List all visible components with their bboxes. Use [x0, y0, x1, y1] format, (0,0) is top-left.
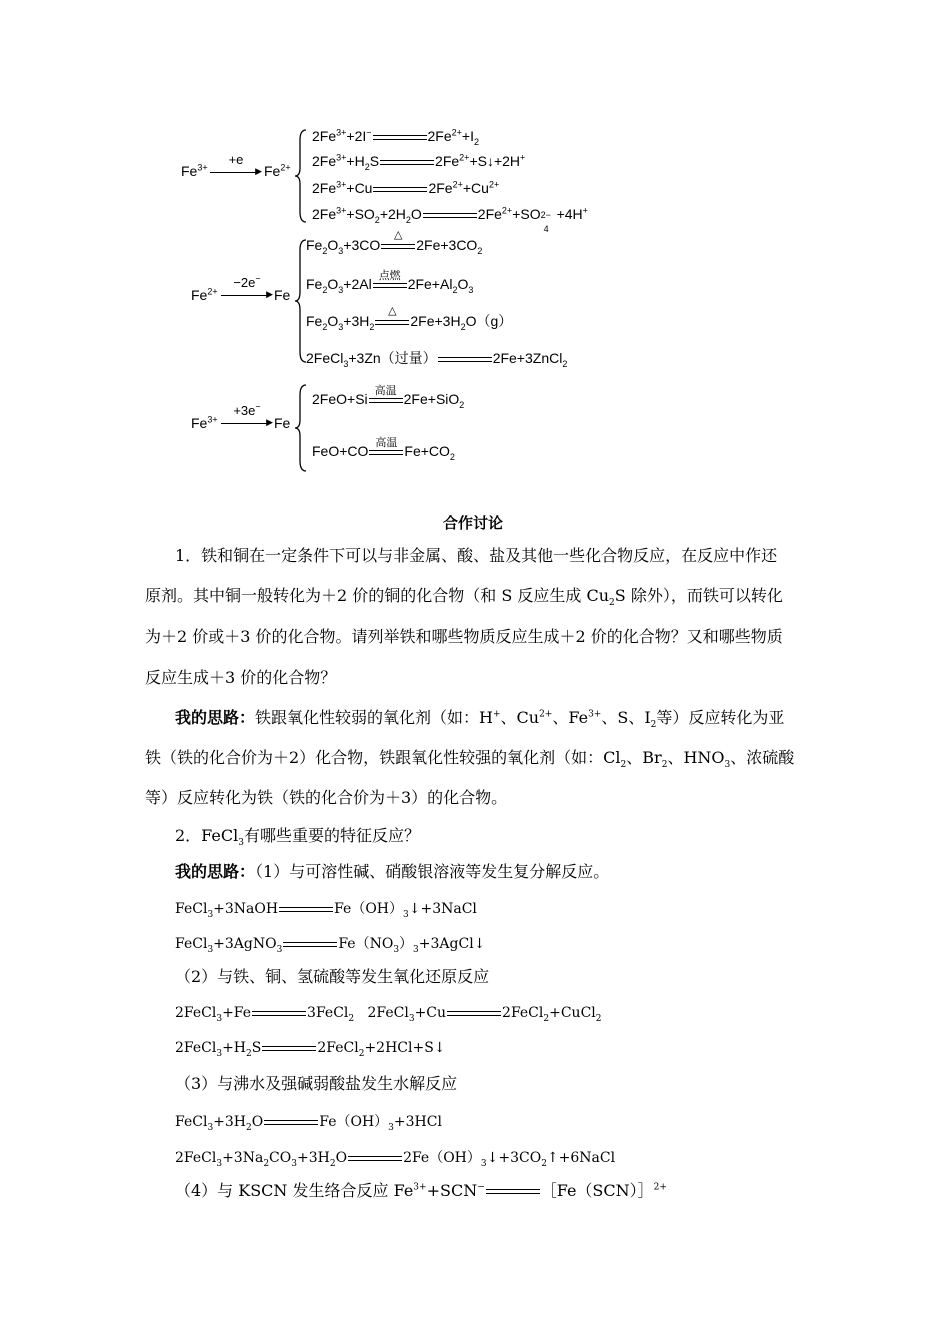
block2-eq4: 2FeCl$_3$+3Zn（过量） 2Fe+3ZnCl$_2$: [306, 350, 568, 369]
a2-eq6: $2FeCl_3+3Na_2CO_3+3H_2O$ $2Fe(OH)_3↓+3CO_2↑+6NaCl$: [175, 1150, 616, 1169]
a2-intro: 我的思路：（1）与可溶性碱、硝酸银溶液等发生复分解反应。: [175, 862, 610, 881]
a2-p3: （3）与沸水及强碱弱酸盐发生水解反应: [175, 1074, 458, 1093]
block1-arrow: +e ▶: [210, 160, 262, 176]
a2-p2: （2）与铁、铜、氢硫酸等发生氧化还原反应: [175, 967, 490, 986]
block3-lhs: $Fe^{3+}$: [191, 414, 218, 431]
block1-lhs: $Fe^{3+}$: [181, 162, 208, 179]
block2-eq3: $Fe_2O_3+3H_2$ △ $2Fe+3H_2O(g)$: [306, 304, 513, 332]
a2-eq2: FeCl$_3$+3AgNO$_3$ $Fe(NO_3)_3+3AgCl↓$: [175, 936, 486, 955]
block1-brace: [294, 128, 308, 224]
block2-eq1: $Fe_2O_3+3CO$ △ $2Fe+3CO_2$: [306, 228, 483, 256]
a2-eq5: $FeCl_3+3H_2O$ $Fe(OH)_3+3HCl$: [175, 1114, 442, 1133]
q2-line: 2．FeCl$_3$有哪些重要的特征反应？: [175, 826, 420, 849]
q1-line4: 反应生成＋3 价的化合物？: [145, 668, 337, 687]
block2-brace: [294, 238, 308, 364]
block1-eq2: $2Fe^{3+}+H_2S$ $2Fe^{2+}+S↓+2H^+$: [312, 152, 526, 172]
a1-line2: 铁（铁的化合价为＋2）化合物，铁跟氧化性较强的氧化剂（如：$Cl_2$、$Br_2$、$HNO_3$、浓硫酸: [145, 748, 795, 771]
block3-eq2: FeO+CO 高温 $Fe+CO_2$: [312, 436, 455, 462]
section-title: 合作讨论: [443, 514, 504, 532]
a1-line3: 等）反应转化为铁（铁的化合价为＋3）的化合物。: [145, 788, 508, 807]
block1-rhs: $Fe^{2+}$: [264, 162, 291, 179]
a1-line1: 我的思路：铁跟氧化性较弱的氧化剂（如：H+、$Cu^{2+}$、$Fe^{3+}$、S、$I_2$等）反应转化为亚: [175, 708, 785, 731]
q1-line1: 1．铁和铜在一定条件下可以与非金属、酸、盐及其他一些化合物反应，在反应中作还: [175, 546, 778, 565]
block2-eq2: $Fe_2O_3+2Al$ 点燃 $2Fe+Al_2O_3$: [306, 269, 474, 295]
a2-eq1: FeCl$_3$+3NaOH $Fe(OH)_3↓+3NaCl$: [175, 901, 477, 920]
block2-lhs: $Fe^{2+}$: [191, 286, 218, 303]
a2-eq4: $2FeCl_3+H_2S$ 2FeCl$_2$+2HCl+S↓: [175, 1040, 446, 1059]
block3-eq1: 2FeO+Si 高温 2Fe+SiO$_2$: [312, 384, 465, 410]
a2-eq3: 2FeCl$_3$+Fe 3FeCl$_2$ 2FeCl$_3$+Cu 2FeCl$_2$+CuCl$_2$: [175, 1005, 602, 1024]
block3-brace: [294, 383, 308, 473]
q1-line2: 原剂。其中铜一般转化为＋2 价的铜的化合物（和 S 反应生成 $Cu_2S$ 除外），而铁可以转化: [145, 586, 783, 609]
q1-line3: 为＋2 价或＋3 价的化合物。请列举铁和哪些物质反应生成＋2 价的化合物？又和哪些物质: [145, 627, 783, 646]
block1-eq1: $2Fe^{3+}+2I^-$ $2Fe^{2+}+I_2$: [312, 127, 479, 147]
a2-p4: （4）与 KSCN 发生络合反应 $Fe^{3+}+SCN^-$ ［Fe（SCN）］$^{2+}$: [175, 1181, 667, 1200]
block3-arrow: +3e− ▶: [221, 411, 273, 427]
block2-rhs: Fe: [274, 287, 291, 303]
block1-eq4: $2Fe^{3+}+SO_2+2H_2O$ $2Fe^{2+}+SO$ 2− 4 +4H+: [312, 205, 588, 234]
block2-arrow: −2e− ▶: [221, 283, 273, 299]
block3-rhs: Fe: [274, 415, 291, 431]
block1-eq3: $2Fe^{3+}+Cu$ $2Fe^{2+}+Cu^{2+}$: [312, 179, 500, 196]
